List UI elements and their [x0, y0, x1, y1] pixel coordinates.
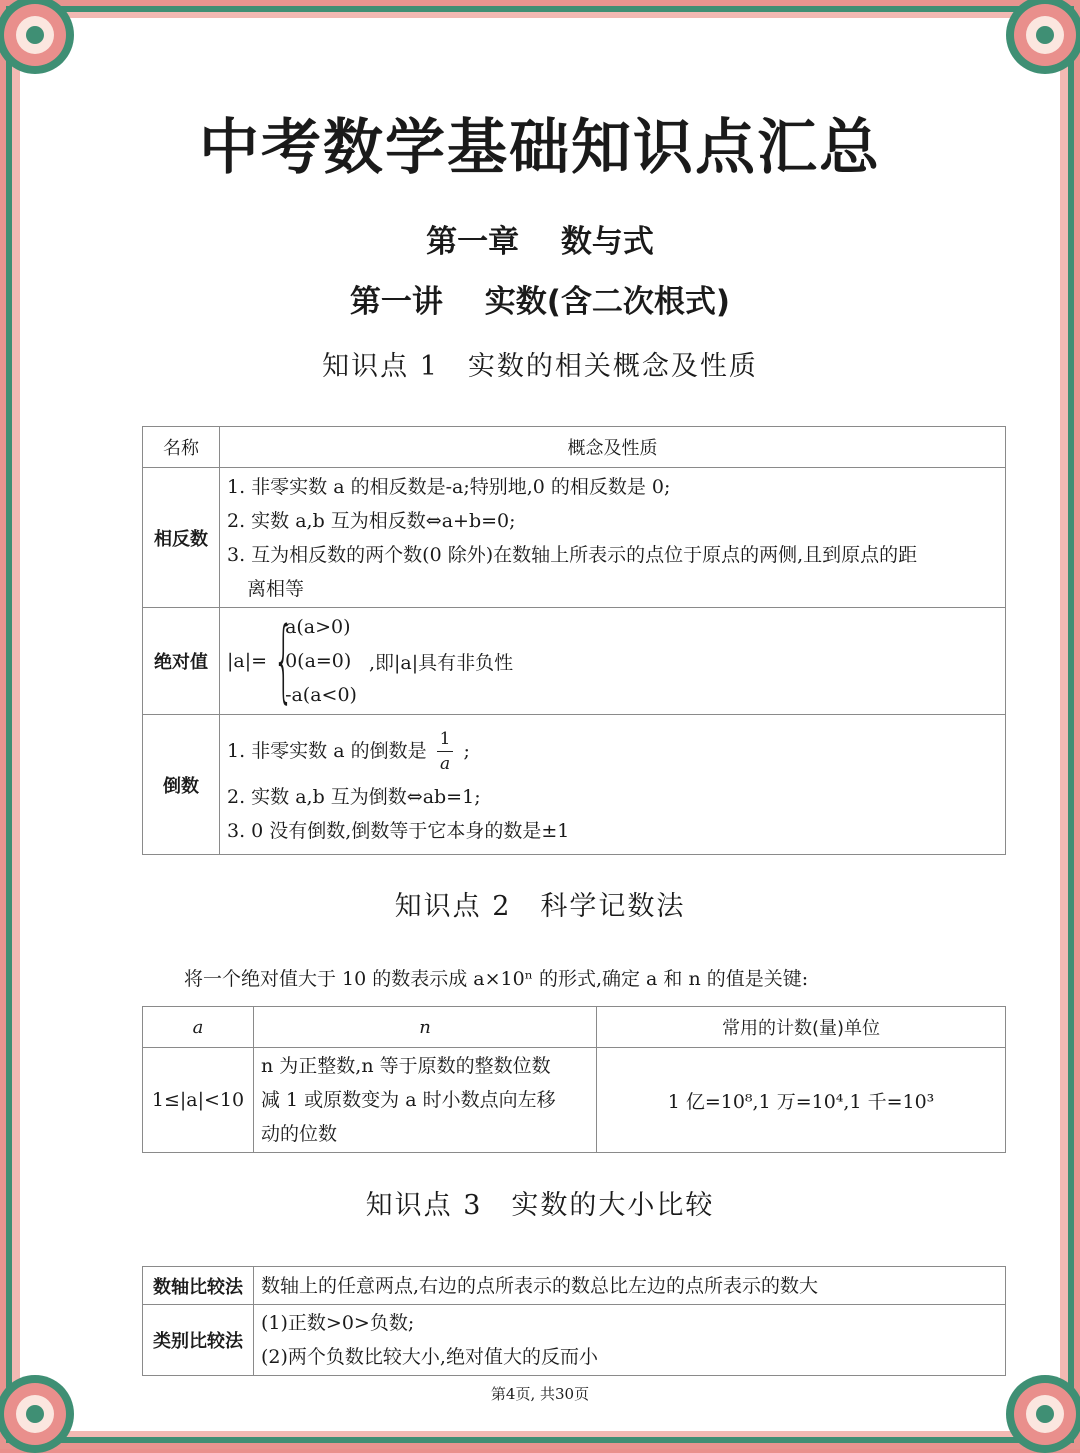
row1-name: 数轴比较法: [143, 1267, 254, 1305]
scientific-notation-table: [142, 1006, 1006, 1153]
page-footer: 第4页, 共30页: [490, 1385, 590, 1403]
row2-line-2: (2)两个负数比较大小,绝对值大的反而小: [261, 1346, 598, 1368]
corner-ornament: [0, 0, 74, 74]
reciprocal-line-3: 3. 0 没有倒数,倒数等于它本身的数是±1: [227, 819, 570, 842]
opposite-line-1: 1. 非零实数 a 的相反数是-a;特别地,0 的相反数是 0;: [227, 475, 671, 498]
absolute-lhs: |a|=: [227, 650, 268, 672]
knowledge-point-1-heading: 知识点 1 实数的相关概念及性质: [322, 351, 758, 382]
absolute-cell: [220, 608, 1006, 715]
header-unit: 常用的计数(量)单位: [597, 1007, 1006, 1048]
concept-table: [142, 426, 1006, 855]
chapter-title: 第一章 数与式: [426, 224, 654, 260]
opposite-cell: [220, 468, 1006, 608]
opposite-name: 相反数: [143, 468, 220, 608]
reciprocal-line-1-end: ;: [463, 739, 470, 762]
reciprocal-line-2: 2. 实数 a,b 互为倒数⇔ab=1;: [227, 785, 481, 808]
reciprocal-line-1-text: 1. 非零实数 a 的倒数是: [227, 739, 427, 762]
fraction-numerator: 1: [437, 727, 454, 752]
header-name: 名称: [143, 427, 220, 468]
header-concept: 概念及性质: [220, 427, 1006, 468]
reciprocal-cell: [220, 715, 1006, 855]
scientific-notation-intro: 将一个绝对值大于 10 的数表示成 a×10ⁿ 的形式,确定 a 和 n 的值是关键:: [184, 968, 809, 990]
absolute-case-2: 0(a=0): [285, 650, 352, 672]
opposite-line-2: 2. 实数 a,b 互为相反数⇔a+b=0;: [227, 509, 516, 532]
page-title: 中考数学基础知识点汇总: [199, 113, 881, 183]
row1-line: 数轴上的任意两点,右边的点所表示的数总比左边的点所表示的数大: [261, 1274, 819, 1297]
absolute-case-1: a(a>0): [285, 616, 351, 638]
cell-a: 1≤|a|<10: [143, 1048, 254, 1153]
comparison-table: [142, 1266, 1006, 1376]
reciprocal-name: 倒数: [143, 715, 220, 855]
brace-icon: {: [273, 608, 294, 713]
lecture-title: 第一讲 实数(含二次根式): [349, 284, 731, 320]
header-a: a: [143, 1007, 254, 1048]
absolute-tail: ,即|a|具有非负性: [368, 651, 514, 674]
row2-text: [254, 1305, 1006, 1376]
reciprocal-line-1: [221, 722, 1004, 780]
row2-line-1: (1)正数>0>负数;: [261, 1312, 415, 1334]
corner-ornament: [1006, 0, 1080, 74]
absolute-case-3: -a(a<0): [285, 684, 357, 706]
knowledge-point-3-heading: 知识点 3 实数的大小比较: [365, 1190, 715, 1221]
cell-n-line-1: n 为正整数,n 等于原数的整数位数: [261, 1055, 551, 1077]
cell-n-line-3: 动的位数: [261, 1123, 338, 1145]
opposite-line-4: 离相等: [247, 577, 305, 600]
row1-text: [254, 1267, 1006, 1305]
header-n: n: [254, 1007, 597, 1048]
row2-name: 类别比较法: [143, 1305, 254, 1376]
fraction: [437, 727, 454, 776]
knowledge-point-2-heading: 知识点 2 科学记数法: [394, 891, 686, 922]
cell-unit: 1 亿=10⁸,1 万=10⁴,1 千=10³: [597, 1048, 1006, 1153]
cell-n-line-2: 减 1 或原数变为 a 时小数点向左移: [261, 1089, 556, 1111]
absolute-cases: [285, 610, 357, 712]
opposite-line-3: 3. 互为相反数的两个数(0 除外)在数轴上所表示的点位于原点的两侧,且到原点的距: [227, 543, 918, 566]
absolute-name: 绝对值: [143, 608, 220, 715]
fraction-denominator: a: [439, 754, 451, 774]
cell-n: [254, 1048, 597, 1153]
